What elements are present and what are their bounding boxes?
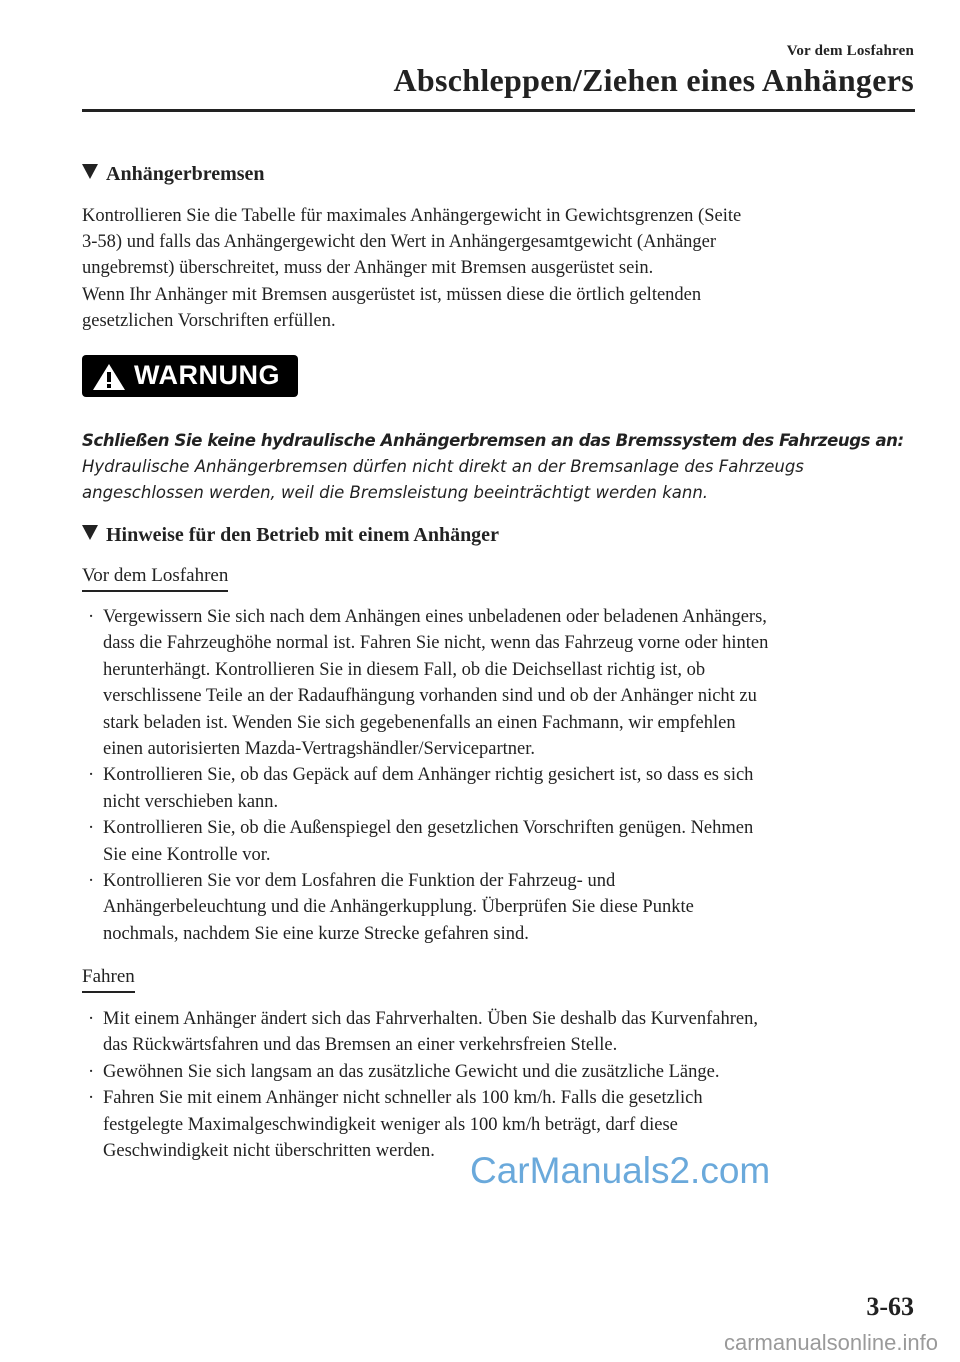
paragraph-line: Wenn Ihr Anhänger mit Bremsen ausgerüstet ist, müssen diese die örtlich geltenden <box>82 284 702 305</box>
list-item <box>82 762 922 815</box>
driving-list <box>82 1006 922 1164</box>
page-title: Abschleppen/Ziehen eines Anhängers <box>393 62 914 98</box>
section-heading-trailer-brakes <box>82 163 265 186</box>
paragraph-line: Kontrollieren Sie die Tabelle für maximales Anhängergewicht in Gewichtsgrenzen (Seite <box>82 206 742 226</box>
bullet-icon: · <box>88 871 95 892</box>
list-item-line: nicht verschieben kann. <box>103 791 279 812</box>
list-item-line: nochmals, nachdem Sie eine kurze Strecke gefahren sind. <box>103 923 529 944</box>
list-item-line: Anhängerbeleuchtung und die Anhängerkupplung. Überprüfen Sie diese Punkte <box>103 897 694 918</box>
bullet-icon: · <box>88 1009 95 1029</box>
site-footer-link[interactable]: carmanualsonline.info <box>723 1330 938 1355</box>
warning-line: angeschlossen werden, weil die Bremsleistung beeinträchtigt werden kann. <box>82 483 709 503</box>
paragraph-line: 3-58) und falls das Anhängergewicht den Wert in Anhängergesamtgewicht (Anhänger <box>82 232 717 253</box>
list-item <box>82 604 922 762</box>
list-item-line: Kontrollieren Sie, ob das Gepäck auf dem Anhänger richtig gesichert ist, so dass es sich <box>103 765 754 786</box>
warning-triangle-icon <box>92 363 126 391</box>
list-item-line: festgelegte Maximalgeschwindigkeit weniger als 100 km/h beträgt, darf diese <box>103 1114 678 1135</box>
list-item <box>82 815 922 868</box>
bullet-icon: · <box>88 1088 95 1109</box>
warning-badge <box>82 355 298 397</box>
list-item <box>82 868 922 947</box>
paragraph-line: ungebremst) überschreitet, muss der Anhänger mit Bremsen ausgerüstet sein. <box>82 258 654 279</box>
warning-label: WARNUNG <box>134 360 280 390</box>
list-item-line: einen autorisierten Mazda-Vertragshändler/Servicepartner. <box>103 739 535 760</box>
triangle-down-icon <box>82 164 98 179</box>
bullet-icon: · <box>88 765 95 786</box>
list-item-line: Gewöhnen Sie sich langsam an das zusätzliche Gewicht und die zusätzliche Länge. <box>103 1061 720 1082</box>
bullet-icon: · <box>88 1061 95 1082</box>
paragraph-line: gesetzlichen Vorschriften erfüllen. <box>82 310 336 331</box>
subheading-driving: Fahren <box>82 966 135 993</box>
list-item <box>82 1006 922 1059</box>
list-item-line: stark beladen ist. Wenden Sie sich gegebenenfalls an einen Fachmann, wir empfehlen <box>103 712 736 733</box>
page-number: 3-63 <box>866 1292 914 1321</box>
list-item-line: verschlissene Teile an der Radaufhängung vorhanden sind und ob der Anhänger nicht zu <box>103 686 757 707</box>
list-item-line: Kontrollieren Sie, ob die Außenspiegel den gesetzlichen Vorschriften genügen. Nehmen <box>103 818 754 839</box>
before-driving-list <box>82 604 922 947</box>
section-heading-trailer-operation <box>82 524 499 547</box>
list-item-line: Mit einem Anhänger ändert sich das Fahrverhalten. Üben Sie deshalb das Kurvenfahren, <box>103 1009 759 1029</box>
warning-text <box>82 428 922 507</box>
triangle-down-icon <box>82 525 98 540</box>
list-item-line: Geschwindigkeit nicht überschritten werden. <box>103 1141 435 1162</box>
intro-paragraph <box>82 203 922 334</box>
warning-line: Hydraulische Anhängerbremsen dürfen nicht direkt an der Bremsanlage des Fahrzeugs <box>82 457 804 477</box>
list-item-line: herunterhängt. Kontrollieren Sie in diesem Fall, ob die Deichsellast richtig ist, ob <box>103 659 706 680</box>
list-item <box>82 1059 922 1085</box>
bullet-icon: · <box>88 607 95 627</box>
list-item-line: das Rückwärtsfahren und das Bremsen an einer verkehrsfreien Stelle. <box>103 1035 618 1056</box>
bullet-icon: · <box>88 818 95 839</box>
header-divider <box>82 109 915 112</box>
list-item-line: dass die Fahrzeughöhe normal ist. Fahren Sie nicht, wenn das Fahrzeug vorne oder hinten <box>103 633 769 654</box>
list-item-line: Sie eine Kontrolle vor. <box>103 844 271 865</box>
watermark: CarManuals2.com <box>470 1150 771 1191</box>
list-item-line: Kontrollieren Sie vor dem Losfahren die Funktion der Fahrzeug- und <box>103 871 616 892</box>
section-heading-text: Anhängerbremsen <box>106 163 265 185</box>
section-heading-text: Hinweise für den Betrieb mit einem Anhänger <box>106 524 499 546</box>
list-item-line: Fahren Sie mit einem Anhänger nicht schneller als 100 km/h. Falls die gesetzlich <box>103 1088 703 1109</box>
list-item-line: Vergewissern Sie sich nach dem Anhängen eines unbeladenen oder beladenen Anhängers, <box>103 607 767 627</box>
warning-title: Schließen Sie keine hydraulische Anhängerbremsen an das Bremssystem des Fahrzeugs an: <box>82 431 904 450</box>
chapter-label: Vor dem Losfahren <box>786 43 914 59</box>
subheading-before-driving: Vor dem Losfahren <box>82 565 228 592</box>
